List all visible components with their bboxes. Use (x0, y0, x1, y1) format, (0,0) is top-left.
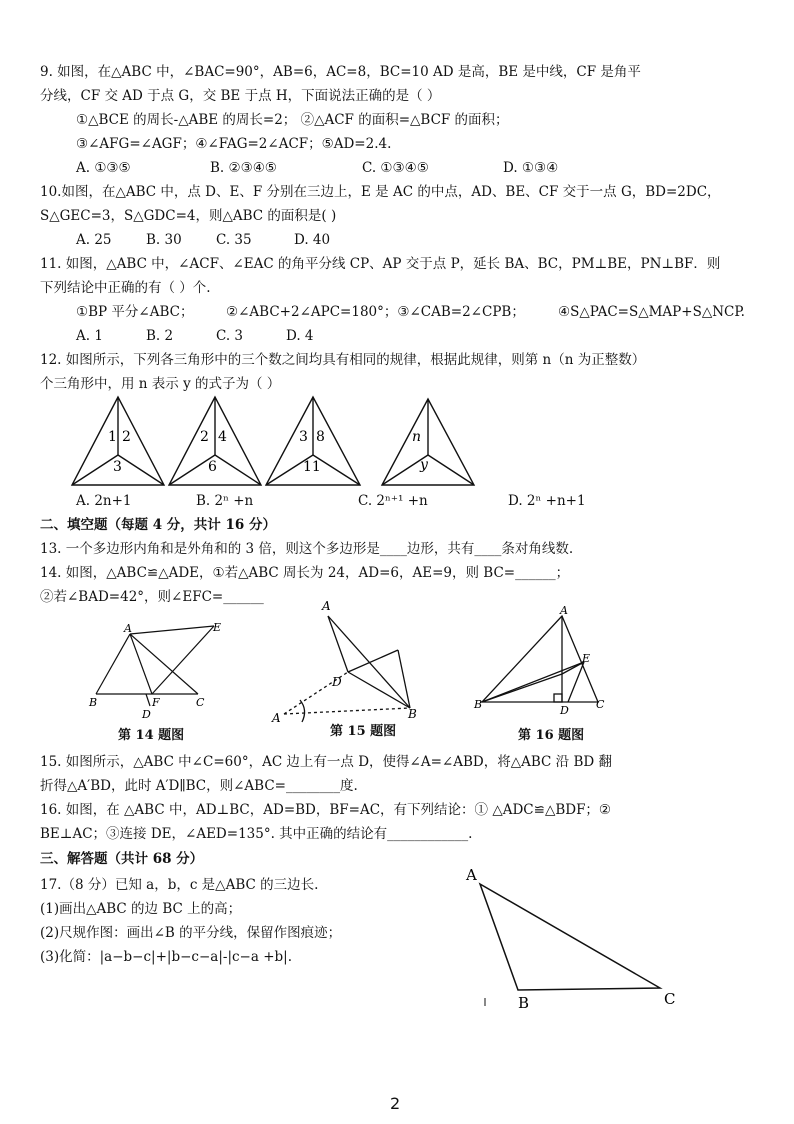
q10-option-c: C. 35 (216, 232, 252, 248)
q12-triangle-4 (382, 399, 474, 485)
fig17-label-c: C (664, 990, 676, 1008)
q11-option-c: C. 3 (216, 328, 244, 344)
q10-option-b: B. 30 (146, 232, 182, 248)
q14-line-2: ②若∠BAD=42°，则∠EFC=______ (40, 589, 264, 605)
q17-line-3: (2)尺规作图：画出∠B 的平分线，保留作图痕迹； (40, 925, 342, 941)
figure-16 (472, 606, 617, 720)
q11-conclusion-2: ②∠ABC+2∠APC=180°；③∠CAB=2∠CPB； (226, 304, 525, 320)
q9-option-c: C. ①③④⑤ (362, 160, 429, 176)
q12-option-c: C. 2ⁿ⁺¹ +n (358, 493, 428, 509)
page-number: 2 (390, 1094, 401, 1113)
q10-line-2: S△GEC=3，S△GDC=4，则△ABC 的面积是( ) (40, 208, 337, 224)
q16-line-2: BE⊥AC；③连接 DE，∠AED=135°. 其中正确的结论有____________. (40, 826, 473, 842)
fig16-label-c: C (596, 698, 605, 711)
q9-option-a: A. ①③⑤ (76, 160, 131, 176)
q12-t2-a: 2 (200, 429, 209, 445)
q9-line-3: ①△BCE 的周长-△ABE 的周长=2； ②△ACF 的面积=△BCF 的面积； (76, 112, 509, 128)
q16-line-1: 16. 如图，在 △ABC 中，AD⊥BC，AD=BD，BF=AC，有下列结论：① △ADC≌△BDF；② (40, 802, 612, 818)
figure-14 (86, 620, 236, 719)
q11-line-1: 11. 如图，△ABC 中，∠ACF、∠EAC 的角平分线 CP、AP 交于点 P，延长 BA、BC，PM⊥BE，PN⊥BF．则 (40, 256, 721, 272)
figure-15 (268, 598, 428, 730)
q9-option-d: D. ①③④ (503, 160, 559, 176)
q9-line-1: 9. 如图，在△ABC 中，∠BAC=90°，AB=6，AC=8，BC=10 AD 是高，BE 是中线，CF 是角平 (40, 64, 641, 80)
fig14-label-e: E (213, 621, 222, 634)
q12-t1-c: 3 (113, 459, 122, 475)
q17-line-1: 17.（8 分）已知 a，b，c 是△ABC 的三边长. (40, 877, 319, 893)
fig15-label-a-prime: A (272, 711, 281, 725)
fig16-label-b: B (474, 698, 483, 711)
q17-line-4: (3)化简：|a−b−c|+|b−c−a|-|c−a +b|. (40, 949, 292, 965)
q11-line-2: 下列结论中正确的有（ ）个. (40, 280, 211, 296)
fig14-label-a: A (124, 622, 132, 635)
caption-16: 第 16 题图 (518, 728, 585, 743)
q9-line-4: ③∠AFG=∠AGF；④∠FAG=2∠ACF；⑤AD=2.4. (76, 136, 392, 152)
caption-14: 第 14 题图 (118, 728, 185, 743)
q9-line-2: 分线，CF 交 AD 于点 G，交 BE 于点 H，下面说法正确的是（ ） (40, 88, 441, 104)
q12-triangles-figure (70, 395, 540, 494)
q12-t3-a: 3 (299, 429, 308, 445)
q11-option-a: A. 1 (76, 328, 103, 344)
q11-option-d: D. 4 (286, 328, 314, 344)
fig15-label-d: D (332, 675, 342, 689)
q12-t3-c: 11 (303, 459, 321, 475)
q12-option-b: B. 2ⁿ +n (196, 493, 254, 509)
q13-text: 13. 一个多边形内角和是外角和的 3 倍，则这个多边形是____边形，共有____条对角线数. (40, 541, 574, 557)
q12-t4-n: n (412, 429, 422, 445)
fig17-label-b: B (518, 994, 530, 1012)
section-2-heading: 二、填空题（每题 4 分，共计 16 分） (40, 517, 276, 533)
fig16-label-e: E (582, 652, 591, 665)
q11-conclusion-4: ④S△PAC=S△MAP+S△NCP. (558, 304, 745, 320)
fig15-label-a: A (322, 599, 331, 613)
q11-option-b: B. 2 (146, 328, 174, 344)
q11-conclusion-1: ①BP 平分∠ABC； (76, 304, 194, 320)
section-3-heading: 三、解答题（共计 68 分） (40, 851, 204, 867)
fig14-label-d: D (142, 708, 151, 721)
q12-t1-a: 1 (108, 429, 117, 445)
q10-option-d: D. 40 (294, 232, 331, 248)
fig15-label-b: B (408, 707, 417, 721)
fig16-label-a: A (560, 604, 568, 617)
q12-line-1: 12. 如图所示，下列各三角形中的三个数之间均具有相同的规律，根据此规律，则第 n（n 为正整数） (40, 352, 646, 368)
figure-17 (460, 862, 690, 1026)
fig14-label-f: F (152, 696, 160, 709)
q12-t2-b: 4 (218, 429, 227, 445)
q15-line-1: 15. 如图所示，△ABC 中∠C=60°，AC 边上有一点 D，使得∠A=∠ABD，将△ABC 沿 BD 翻 (40, 754, 612, 770)
q9-option-b: B. ②③④⑤ (210, 160, 277, 176)
q12-t1-b: 2 (122, 429, 131, 445)
q10-option-a: A. 25 (76, 232, 112, 248)
q12-line-2: 个三角形中，用 n 表示 y 的式子为（ ） (40, 376, 281, 392)
q17-line-2: (1)画出△ABC 的边 BC 上的高； (40, 901, 242, 917)
q12-t4-y: y (420, 457, 428, 473)
fig17-label-a: A (466, 866, 477, 884)
q14-line-1: 14. 如图，△ABC≌△ADE，①若△ABC 周长为 24，AD=6，AE=9，则 BC=______； (40, 565, 570, 581)
fig16-label-d: D (560, 704, 569, 717)
q15-line-2: 折得△A′BD，此时 A′D∥BC，则∠ABC=________度. (40, 778, 358, 794)
q12-t3-b: 8 (316, 429, 325, 445)
fig14-label-c: C (196, 696, 205, 709)
q12-option-a: A. 2n+1 (76, 493, 132, 509)
q12-option-d: D. 2ⁿ +n+1 (508, 493, 586, 509)
fig14-label-b: B (89, 696, 98, 709)
caption-15: 第 15 题图 (330, 724, 397, 739)
q12-t2-c: 6 (208, 459, 217, 475)
q10-line-1: 10.如图，在△ABC 中，点 D、E、F 分别在三边上，E 是 AC 的中点，AD、BE、CF 交于一点 G，BD=2DC， (40, 184, 721, 200)
